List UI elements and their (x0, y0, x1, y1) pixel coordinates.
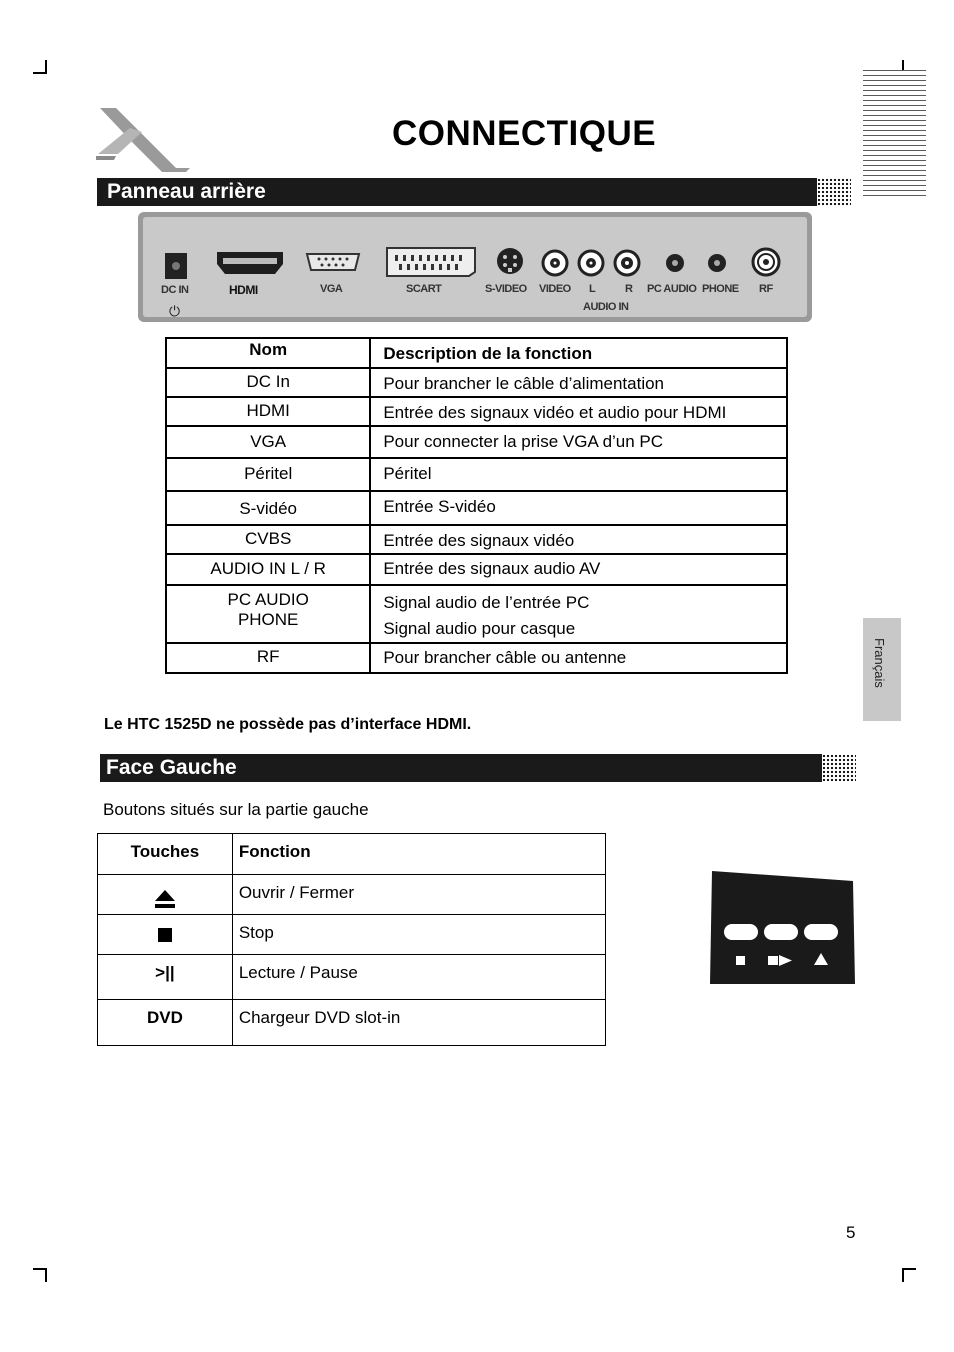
table-row (166, 426, 787, 458)
row-name-line1: PC AUDIO (227, 590, 309, 609)
header-function: Fonction (232, 834, 605, 875)
rear-panel-illustration (138, 212, 812, 322)
label-audio-in: AUDIO IN (583, 301, 629, 313)
label-video: VIDEO (539, 283, 571, 295)
page-title: CONNECTIQUE (392, 114, 657, 153)
row-desc: Entrée des signaux audio AV (370, 554, 787, 585)
table-row (166, 397, 787, 426)
row-desc: Pour connecter la prise VGA d’un PC (370, 426, 787, 458)
label-phone: PHONE (702, 283, 739, 295)
headphone-jack-icon (706, 252, 728, 274)
eject-icon (154, 889, 176, 909)
row-name: CVBS (166, 525, 370, 554)
table-header-row (166, 338, 787, 368)
section-heading: Face Gauche (106, 756, 237, 779)
rf-antenna-port-icon (751, 247, 781, 277)
row-desc-line2: Signal audio pour casque (383, 619, 576, 638)
key-cell: DVD (98, 1000, 233, 1046)
connector-table (165, 337, 788, 674)
table-row (166, 554, 787, 585)
section-bar-rear-panel (97, 178, 851, 206)
video-rca-port-icon (541, 249, 569, 277)
left-side-buttons-illustration (710, 869, 855, 984)
table-row (98, 955, 606, 1000)
vga-port-icon (305, 251, 361, 273)
stop-icon (157, 927, 173, 943)
key-cell: >|| (98, 955, 233, 1000)
label-s-video: S-VIDEO (485, 283, 527, 295)
row-desc (370, 585, 787, 643)
row-desc: Entrée des signaux vidéo (370, 525, 787, 554)
row-desc: Péritel (370, 458, 787, 491)
s-video-port-icon (495, 246, 525, 276)
function-cell: Stop (232, 915, 605, 955)
row-desc: Entrée des signaux vidéo et audio pour HDMI (370, 397, 787, 426)
hdmi-note: Le HTC 1525D ne possède pas d’interface HDMI. (104, 716, 472, 733)
left-section-intro: Boutons situés sur la partie gauche (103, 800, 369, 819)
language-tab-label: Français (872, 638, 887, 688)
row-name: Péritel (166, 458, 370, 491)
section-bar-left-side (100, 754, 856, 782)
brand-logo (96, 104, 194, 172)
function-cell: Ouvrir / Fermer (232, 875, 605, 915)
row-name: DC In (166, 368, 370, 397)
row-name: S-vidéo (166, 491, 370, 525)
row-name: RF (166, 643, 370, 673)
row-name: HDMI (166, 397, 370, 426)
table-row (166, 368, 787, 397)
crop-mark-top-left (33, 60, 47, 74)
header-description: Description de la fonction (370, 338, 787, 368)
header-keys: Touches (98, 834, 233, 875)
label-vga: VGA (320, 283, 343, 295)
page-number: 5 (846, 1223, 856, 1242)
table-row (98, 875, 606, 915)
table-row (98, 1000, 606, 1046)
header-name: Nom (166, 338, 370, 368)
row-name: VGA (166, 426, 370, 458)
function-cell: Chargeur DVD slot-in (232, 1000, 605, 1046)
key-cell (98, 875, 233, 915)
crop-mark-bottom-right (902, 1268, 916, 1282)
table-row (166, 458, 787, 491)
label-pc-audio: PC AUDIO (647, 283, 697, 295)
hdmi-port-icon (215, 250, 285, 276)
label-audio-r: R (625, 283, 633, 295)
decorative-stripes (863, 70, 926, 200)
table-row (166, 525, 787, 554)
table-header-row (98, 834, 606, 875)
bar-dot-pattern (817, 178, 851, 206)
row-name: AUDIO IN L / R (166, 554, 370, 585)
table-row (166, 585, 787, 643)
table-row (166, 643, 787, 673)
language-tab (863, 618, 901, 721)
label-audio-l: L (589, 283, 596, 295)
table-row (98, 915, 606, 955)
row-desc-line1: Signal audio de l’entrée PC (383, 593, 590, 612)
dc-in-port-icon (165, 253, 187, 279)
crop-mark-bottom-left (33, 1268, 47, 1282)
audio-right-port-icon (613, 249, 641, 277)
label-hdmi: HDMI (229, 283, 258, 297)
row-desc: Pour brancher câble ou antenne (370, 643, 787, 673)
plug-icon: ⏻ (169, 303, 181, 319)
label-dc-in: DC IN (161, 284, 189, 296)
pc-audio-jack-icon (664, 252, 686, 274)
key-cell (98, 915, 233, 955)
row-name (166, 585, 370, 643)
row-desc: Entrée S-vidéo (370, 491, 787, 525)
row-name-line2: PHONE (237, 610, 299, 629)
table-row (166, 491, 787, 525)
label-scart: SCART (406, 283, 442, 295)
bar-dot-pattern (822, 754, 856, 782)
label-rf: RF (759, 283, 773, 295)
audio-left-port-icon (577, 249, 605, 277)
section-heading: Panneau arrière (107, 180, 266, 203)
buttons-table (97, 833, 606, 1046)
scart-port-icon (385, 246, 477, 278)
function-cell: Lecture / Pause (232, 955, 605, 1000)
row-desc: Pour brancher le câble d’alimentation (370, 368, 787, 397)
